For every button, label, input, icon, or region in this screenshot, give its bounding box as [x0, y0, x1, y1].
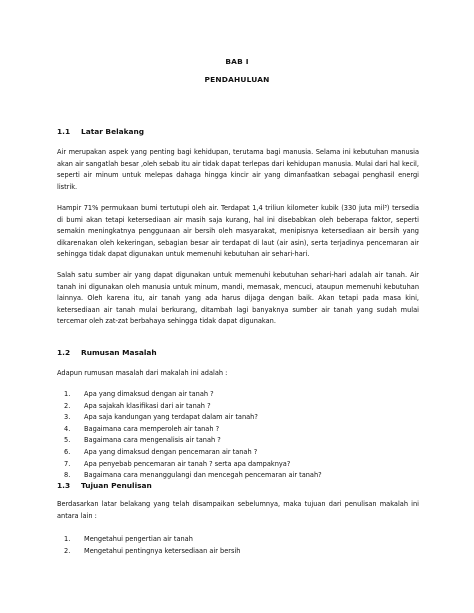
list-text: Mengetahui pentingnya ketersediaan air bersih	[84, 546, 241, 555]
rumusan-list	[57, 389, 417, 482]
list-text: Apa yang dimaksud dengan air tanah ?	[84, 390, 214, 398]
section-title: Latar Belakang	[81, 127, 145, 136]
list-item	[57, 412, 417, 424]
paragraph-latar-3: Salah satu sumber air yang dapat digunakan untuk memenuhi kebutuhan sehari-hari adalah air tanah. Air tanah ini digunakan oleh manusia untuk minum, mandi, memasak, mencuci, ataupun memenuhi kebutuhan lainnya. Oleh karena itu, air tanah yang ada harus dijaga dengan baik. Akan tetapi pada masa kini, ketersediaan air tanah mulai berkurang, ditambah lagi banyaknya sumber air tanah yang sudah mulai tercemar oleh zat-zat berbahaya sehingga tidak dapat digunakan.	[57, 271, 419, 326]
list-text: Mengetahui pengertian air tanah	[84, 535, 193, 543]
list-text: Apa yang dimaksud dengan pencemaran air tanah ?	[84, 447, 258, 456]
list-item	[57, 470, 417, 482]
rumusan-intro: Adapun rumusan masalah dari makalah ini adalah :	[57, 369, 228, 377]
list-text: Apa sajakah klasifikasi dari air tanah ?	[84, 401, 211, 410]
section-number: 1.3	[57, 481, 71, 490]
chapter-title: PENDAHULUAN	[204, 75, 270, 84]
list-number: 5.	[64, 436, 71, 445]
list-number: 3.	[64, 413, 71, 422]
list-number: 7.	[64, 459, 71, 468]
section-heading-latar-belakang	[57, 127, 144, 136]
list-text: Apa saja kandungan yang terdapat dalam air tanah?	[84, 413, 258, 422]
tujuan-list	[57, 534, 417, 557]
list-text: Bagaimana cara mengenalisis air tanah ?	[84, 436, 221, 445]
section-number: 1.1	[57, 127, 71, 136]
list-number: 6.	[64, 447, 71, 456]
list-number: 1.	[64, 535, 71, 543]
list-number: 8.	[64, 471, 71, 480]
list-text: Apa penyebab pencemaran air tanah ? serta apa dampaknya?	[84, 459, 291, 468]
list-item	[57, 447, 417, 459]
list-text: Bagaimana cara menanggulangi dan mencegah pencemaran air tanah?	[84, 471, 322, 480]
list-item	[57, 389, 417, 401]
section-title: Rumusan Masalah	[81, 348, 157, 357]
list-item	[57, 534, 417, 546]
section-heading-tujuan-penulisan	[57, 481, 152, 490]
section-number: 1.2	[57, 348, 71, 357]
paragraph-latar-2: Hampir 71% permukaan bumi tertutupi oleh air. Terdapat 1,4 triliun kilometer kubik (330 juta mil³) tersedia di bumi akan tetapi ketersediaan air masih saja kurang, hal ini disebabkan oleh beberapa faktor, seperti semakin meningkatnya penggunaan air bersih oleh masyarakat, menipisnya ketersediaan air bersih yang dikarenakan oleh kekeringan, sebagian besar air terdapat di laut (air asin), serta terjadinya pencemaran air sehingga tidak dapat digunakan untuk memenuhi kebutuhan air sehari-hari.	[57, 204, 419, 259]
section-heading-rumusan-masalah	[57, 348, 157, 357]
list-number: 2.	[64, 546, 71, 555]
list-item	[57, 424, 417, 436]
section-title: Tujuan Penulisan	[81, 481, 152, 490]
list-item	[57, 401, 417, 413]
list-item	[57, 459, 417, 471]
list-item	[57, 435, 417, 447]
list-number: 1.	[64, 390, 71, 398]
tujuan-intro: Berdasarkan latar belakang yang telah disampaikan sebelumnya, maka tujuan dari penulisan makalah ini antara lain :	[57, 500, 419, 520]
paragraph-latar-1: Air merupakan aspek yang penting bagi kehidupan, terutama bagi manusia. Selama ini kebutuhan manusia akan air sangatlah besar ,oleh sebab itu air tidak dapat terlepas dari kehidupan manusia. Mulai dari hal kecil, seperti air minum untuk melepas dahaga hingga kincir air yang dimanfaatkan sebagai penghasil energi listrik.	[57, 148, 419, 191]
list-number: 4.	[64, 424, 71, 433]
list-item	[57, 546, 417, 558]
list-number: 2.	[64, 401, 71, 410]
chapter-number: BAB I	[225, 57, 249, 66]
list-text: Bagaimana cara memperoleh air tanah ?	[84, 424, 220, 433]
